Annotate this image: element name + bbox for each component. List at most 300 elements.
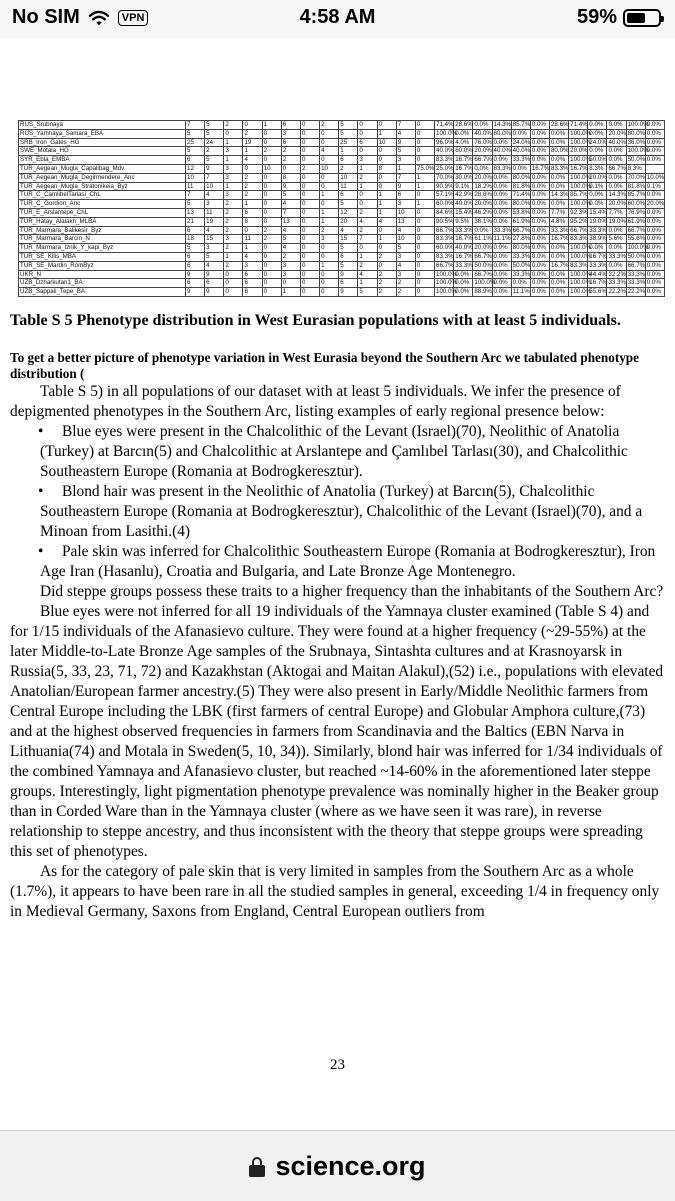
- value-cell: 0: [262, 156, 281, 165]
- value-cell: 5: [339, 129, 358, 138]
- value-cell: 7: [186, 191, 205, 200]
- value-cell: 16.7%: [550, 235, 569, 243]
- population-cell: TUR_C_Gordion_Anc: [19, 200, 186, 209]
- value-cell: 9: [186, 288, 205, 297]
- value-cell: 0.0%: [530, 270, 549, 279]
- value-cell: 27.8%: [512, 235, 531, 243]
- value-cell: 80.0%: [550, 147, 569, 155]
- value-cell: 100.0%: [474, 279, 496, 287]
- value-cell: 83.3%: [436, 253, 454, 261]
- value-cell: 4: [358, 217, 377, 226]
- value-cell: 0: [415, 156, 434, 165]
- value-cell: 0.0%: [549, 173, 568, 182]
- value-cell: 0: [262, 182, 281, 191]
- value-cell: 1: [358, 252, 377, 261]
- value-cell: 0: [320, 138, 339, 147]
- value-cell: 0: [243, 226, 262, 235]
- table-row: [19, 252, 665, 261]
- table-row: [19, 129, 665, 138]
- value-cell: 0.0%: [530, 156, 549, 165]
- value-cell: 100.0%: [570, 288, 592, 296]
- value-cell: 5: [339, 121, 358, 130]
- value-cell: 100.0%: [570, 138, 592, 146]
- value-cell: 83.3%: [570, 235, 588, 243]
- value-cell: 2: [358, 173, 377, 182]
- table-row: [19, 173, 665, 182]
- value-cell: 1: [243, 244, 262, 253]
- value-cell: 0.0%: [492, 208, 511, 217]
- value-cell: 0.0%: [530, 173, 549, 182]
- value-cell: 6: [243, 208, 262, 217]
- value-cell: 1: [320, 208, 339, 217]
- value-cell: 2: [377, 270, 396, 279]
- value-cell: 61.1%: [474, 235, 492, 243]
- value-cell: 0: [300, 261, 319, 270]
- value-cell: 0.0%: [530, 217, 549, 226]
- population-cell: TUR_Marmara_Iznik_Y_kapi_Byz: [19, 244, 186, 253]
- browser-bottom-bar: [0, 1130, 675, 1201]
- paragraph-1: Table S 5) in all populations of our dataset with at least 5 individuals. We infer the presence of depigmented phenotypes in the Southern Arc, listing examples of early regional presence below:: [10, 383, 621, 420]
- value-cell: 88.9%: [474, 288, 492, 296]
- value-cell: 38.9%: [589, 235, 607, 243]
- value-cell: 5: [339, 261, 358, 270]
- population-cell: RUS_Yamnaya_Samara_EBA: [19, 129, 186, 138]
- value-cell: 3: [281, 129, 300, 138]
- value-cell: 10: [396, 208, 415, 217]
- value-cell: 0: [300, 235, 319, 244]
- value-cell: 0: [262, 200, 281, 209]
- value-cell: 100.0%: [570, 244, 592, 252]
- value-cell: 4: [358, 270, 377, 279]
- value-cell: 0: [300, 138, 319, 147]
- value-cell: 2: [243, 191, 262, 200]
- value-cell: 0.0%: [492, 217, 511, 226]
- value-cell: 81.8%: [627, 182, 646, 190]
- value-cell: 0: [415, 191, 434, 200]
- value-cell: 30.0%: [455, 173, 473, 181]
- value-cell: 66.7%: [570, 226, 588, 234]
- value-cell: 50.0%: [512, 261, 531, 269]
- value-cell: 1: [377, 208, 396, 217]
- value-cell: 0: [300, 244, 319, 253]
- value-cell: 10: [205, 182, 224, 191]
- population-cell: SWE_Motala_HG: [19, 147, 186, 156]
- value-cell: 55.6%: [589, 288, 607, 296]
- value-cell: 66.7%: [474, 270, 492, 278]
- value-cell: 0: [320, 252, 339, 261]
- value-cell: 3: [396, 200, 415, 209]
- value-cell: 90.5%: [436, 217, 454, 225]
- value-cell: 83.3%: [493, 165, 512, 173]
- value-cell: 3: [320, 235, 339, 244]
- value-cell: 100.0%: [570, 173, 592, 181]
- value-cell: 0.0%: [549, 244, 568, 253]
- value-cell: 1: [358, 182, 377, 191]
- value-cell: 0: [415, 244, 434, 253]
- value-cell: 24.0%: [589, 138, 607, 146]
- value-cell: 0.0%: [454, 129, 473, 138]
- value-cell: 0.0%: [492, 252, 511, 261]
- value-cell: 15.4%: [589, 209, 607, 217]
- value-cell: 6: [243, 270, 262, 279]
- table-row: [19, 138, 665, 147]
- phenotype-table-body: [19, 121, 665, 297]
- value-cell: 6: [339, 279, 358, 288]
- table-row: [19, 208, 665, 217]
- value-cell: 25: [186, 138, 205, 147]
- value-cell: 20.0%: [589, 173, 607, 181]
- value-cell: 1: [224, 252, 243, 261]
- value-cell: 0: [415, 235, 434, 244]
- value-cell: 0: [320, 200, 339, 209]
- value-cell: 2: [377, 288, 396, 297]
- value-cell: 1: [262, 121, 281, 130]
- value-cell: 0: [300, 200, 319, 209]
- value-cell: 0.0%: [454, 279, 473, 288]
- value-cell: 36.0%: [627, 138, 646, 146]
- value-cell: 14.3%: [608, 191, 626, 199]
- value-cell: 1: [358, 164, 377, 173]
- value-cell: 5: [281, 191, 300, 200]
- value-cell: 33.3%: [512, 156, 531, 164]
- value-cell: 75.0%: [416, 165, 435, 173]
- value-cell: 0: [300, 279, 319, 288]
- value-cell: 5: [339, 244, 358, 253]
- value-cell: 2: [262, 235, 281, 244]
- value-cell: 16.7%: [550, 261, 569, 269]
- value-cell: 6: [186, 279, 205, 288]
- value-cell: 1: [377, 191, 396, 200]
- value-cell: 0.0%: [645, 208, 664, 217]
- value-cell: 66.7%: [627, 226, 646, 234]
- value-cell: 5.6%: [607, 235, 626, 244]
- value-cell: 5: [396, 244, 415, 253]
- value-cell: 0: [377, 147, 396, 156]
- value-cell: 0: [243, 164, 262, 173]
- value-cell: 1: [377, 129, 396, 138]
- value-cell: 0.0%: [492, 182, 511, 191]
- population-cell: TUR_C_CamlibelTarlasi_ChL: [19, 191, 186, 200]
- value-cell: 0.0%: [607, 121, 626, 130]
- value-cell: 0.0%: [588, 147, 607, 156]
- value-cell: 5: [281, 235, 300, 244]
- value-cell: 100.0%: [570, 156, 592, 164]
- value-cell: 66.7%: [512, 226, 531, 234]
- value-cell: 0.0%: [645, 279, 664, 288]
- value-cell: 20.0%: [474, 200, 492, 208]
- value-cell: 4: [281, 244, 300, 253]
- value-cell: 95.2%: [570, 217, 588, 225]
- value-cell: 6: [186, 156, 205, 165]
- value-cell: 0: [300, 226, 319, 235]
- url-text[interactable]: science.org: [275, 1151, 426, 1181]
- value-cell: 6: [186, 226, 205, 235]
- value-cell: 6: [243, 279, 262, 288]
- value-cell: 1: [415, 182, 434, 191]
- value-cell: 4: [243, 156, 262, 165]
- value-cell: 11.1%: [512, 288, 530, 296]
- value-cell: 20.0%: [474, 173, 492, 181]
- value-cell: 33.3%: [493, 226, 512, 234]
- value-cell: 20.0%: [608, 129, 626, 137]
- value-cell: 3: [224, 164, 243, 173]
- value-cell: 85.7%: [512, 121, 531, 129]
- value-cell: 16.7%: [531, 165, 550, 173]
- value-cell: 0: [224, 288, 243, 297]
- document-body: [10, 312, 668, 922]
- value-cell: 83.3%: [570, 261, 588, 269]
- value-cell: 1: [224, 182, 243, 191]
- value-cell: 0.0%: [530, 191, 549, 200]
- value-cell: 0.0%: [645, 217, 664, 226]
- value-cell: 11: [205, 208, 224, 217]
- value-cell: 0.0%: [607, 244, 626, 253]
- population-cell: UKR_N: [19, 270, 186, 279]
- value-cell: 0: [358, 147, 377, 156]
- value-cell: 0: [300, 217, 319, 226]
- value-cell: 0.0%: [530, 182, 549, 191]
- value-cell: 66.7%: [436, 261, 454, 269]
- value-cell: 2: [262, 226, 281, 235]
- value-cell: 0.0%: [588, 191, 607, 200]
- value-cell: 42.9%: [455, 191, 473, 199]
- population-cell: TUR_Aegean_Mugla_Degirmendere_Anc: [19, 173, 186, 182]
- value-cell: 2: [396, 288, 415, 297]
- value-cell: 1: [377, 235, 396, 244]
- value-cell: 9: [396, 182, 415, 191]
- value-cell: 0.0%: [473, 121, 492, 130]
- value-cell: 0: [300, 191, 319, 200]
- bullet-blond-hair: [10, 482, 668, 542]
- battery-percent: 59%: [576, 6, 617, 28]
- value-cell: 50.0%: [589, 156, 607, 164]
- value-cell: 0: [377, 261, 396, 270]
- value-cell: 6: [396, 191, 415, 200]
- value-cell: 33.3%: [455, 261, 473, 269]
- value-cell: 4: [205, 261, 224, 270]
- value-cell: 66.7%: [627, 261, 646, 269]
- value-cell: 50.0%: [627, 253, 646, 261]
- value-cell: 80.0%: [512, 244, 531, 252]
- value-cell: 14.3%: [550, 191, 569, 199]
- value-cell: 0.0%: [549, 288, 568, 297]
- value-cell: 0: [415, 121, 434, 130]
- value-cell: 1: [415, 173, 434, 182]
- value-cell: 2: [224, 121, 243, 130]
- value-cell: 0.0%: [492, 156, 511, 165]
- value-cell: 4: [205, 191, 224, 200]
- table-row: [19, 244, 665, 253]
- vpn-badge: VPN: [118, 10, 149, 26]
- value-cell: 0.0%: [492, 270, 511, 279]
- value-cell: 20.0%: [646, 200, 665, 208]
- value-cell: 0: [262, 208, 281, 217]
- value-cell: 100.0%: [570, 200, 592, 208]
- value-cell: 0.0%: [530, 252, 549, 261]
- value-cell: 92.3%: [570, 209, 588, 217]
- value-cell: 2: [243, 173, 262, 182]
- value-cell: 10: [186, 173, 205, 182]
- value-cell: 8.3%: [588, 164, 607, 173]
- value-cell: 40.0%: [493, 147, 512, 155]
- value-cell: 3: [281, 261, 300, 270]
- value-cell: 0.0%: [645, 288, 664, 297]
- value-cell: 90.9%: [436, 182, 454, 190]
- value-cell: 6: [205, 279, 224, 288]
- value-cell: 2: [224, 261, 243, 270]
- value-cell: 16.7%: [455, 253, 473, 261]
- value-cell: 13: [186, 208, 205, 217]
- battery-fill: [627, 13, 645, 23]
- value-cell: 0: [415, 261, 434, 270]
- value-cell: 10: [377, 138, 396, 147]
- battery-icon: [623, 9, 661, 27]
- value-cell: 0: [224, 279, 243, 288]
- value-cell: 0.0%: [549, 156, 568, 165]
- value-cell: 0.0%: [549, 182, 568, 191]
- value-cell: 66.7%: [474, 253, 492, 261]
- value-cell: 10: [396, 235, 415, 244]
- bullet-blue-eyes: [10, 422, 668, 482]
- value-cell: 0.0%: [511, 164, 530, 173]
- value-cell: 9.1%: [454, 182, 473, 191]
- value-cell: 66.7%: [474, 156, 492, 164]
- value-cell: 0.0%: [607, 226, 626, 235]
- value-cell: 19.0%: [589, 217, 607, 225]
- value-cell: 25: [339, 138, 358, 147]
- value-cell: 100.0%: [627, 244, 649, 252]
- value-cell: 0.0%: [645, 191, 664, 200]
- value-cell: 71.4%: [570, 121, 588, 129]
- value-cell: 1: [358, 279, 377, 288]
- table-row: [19, 235, 665, 244]
- page-number: 23: [330, 1057, 345, 1073]
- value-cell: 0: [300, 252, 319, 261]
- value-cell: 16.7%: [455, 156, 473, 164]
- value-cell: 0: [300, 288, 319, 297]
- value-cell: 0.0%: [530, 244, 549, 253]
- value-cell: 33.3%: [608, 279, 626, 287]
- value-cell: 66.7%: [436, 226, 454, 234]
- value-cell: 7.7%: [607, 208, 626, 217]
- population-cell: UZB_Dzharkutan1_BA: [19, 279, 186, 288]
- value-cell: 1: [320, 191, 339, 200]
- value-cell: 0.0%: [645, 129, 664, 138]
- value-cell: 0.0%: [511, 129, 530, 138]
- value-cell: 13: [396, 217, 415, 226]
- value-cell: 8: [281, 173, 300, 182]
- value-cell: 0: [262, 252, 281, 261]
- value-cell: 11: [186, 182, 205, 191]
- value-cell: 80.0%: [512, 200, 531, 208]
- value-cell: 2: [243, 182, 262, 191]
- value-cell: 0.0%: [473, 226, 492, 235]
- value-cell: 5: [396, 147, 415, 156]
- value-cell: 0.0%: [530, 226, 549, 235]
- value-cell: 0: [262, 244, 281, 253]
- value-cell: 13: [281, 217, 300, 226]
- value-cell: 2: [262, 147, 281, 156]
- value-cell: 0: [320, 244, 339, 253]
- value-cell: 0.0%: [530, 279, 549, 288]
- value-cell: 4.0%: [454, 138, 473, 147]
- value-cell: 2: [358, 226, 377, 235]
- value-cell: 100.0%: [436, 288, 458, 296]
- table-row: [19, 156, 665, 165]
- value-cell: 50.0%: [627, 156, 646, 164]
- address-bar[interactable]: [0, 1151, 675, 1182]
- table-row: [19, 288, 665, 297]
- value-cell: 4: [281, 200, 300, 209]
- value-cell: 0: [320, 173, 339, 182]
- value-cell: 0.0%: [645, 244, 664, 253]
- value-cell: 44.4%: [589, 270, 607, 278]
- table-row: [19, 261, 665, 270]
- value-cell: 0.0%: [530, 235, 549, 244]
- value-cell: 22.2%: [608, 288, 626, 296]
- value-cell: 1: [320, 217, 339, 226]
- value-cell: 4.8%: [549, 217, 568, 226]
- value-cell: 0: [415, 217, 434, 226]
- value-cell: 76.0%: [474, 138, 492, 146]
- value-cell: 83.3%: [550, 165, 569, 173]
- value-cell: 100.0%: [436, 129, 458, 137]
- value-cell: 10: [339, 173, 358, 182]
- value-cell: 0.0%: [492, 200, 511, 209]
- value-cell: 0: [300, 182, 319, 191]
- value-cell: 2: [358, 208, 377, 217]
- value-cell: 40.0%: [455, 200, 473, 208]
- value-cell: 20.0%: [474, 147, 492, 155]
- value-cell: 100.0%: [570, 270, 592, 278]
- value-cell: 0.0%: [645, 235, 664, 244]
- value-cell: 0: [358, 191, 377, 200]
- value-cell: 0.0%: [549, 270, 568, 279]
- value-cell: 4: [320, 147, 339, 156]
- value-cell: 33.3%: [512, 270, 531, 278]
- bullet-blond-hair-text: Blond hair was present in the Neolithic of Anatolia (Turkey) at Barcın(5), Chalcolithic Southeastern Europe (Romania at Bodrogkeresztur), Chalcolithic of the Levant (Israel)(70), and a Minoan from Lasithi.(4): [40, 483, 643, 540]
- value-cell: 0: [415, 252, 434, 261]
- value-cell: 0.0%: [492, 261, 511, 270]
- value-cell: 9: [339, 270, 358, 279]
- value-cell: 2: [224, 244, 243, 253]
- value-cell: 0: [415, 138, 434, 147]
- value-cell: 61.9%: [627, 217, 646, 225]
- value-cell: 0.0%: [530, 261, 549, 270]
- value-cell: 0.0%: [645, 270, 664, 279]
- value-cell: 100.0%: [570, 253, 592, 261]
- value-cell: 8: [377, 164, 396, 173]
- value-cell: 1: [224, 156, 243, 165]
- value-cell: 2: [205, 147, 224, 156]
- value-cell: 6: [281, 138, 300, 147]
- value-cell: 33.3%: [512, 253, 531, 261]
- value-cell: 7.7%: [549, 208, 568, 217]
- value-cell: 3: [205, 200, 224, 209]
- value-cell: 22.2%: [608, 270, 626, 278]
- table-caption: Table S 5 Phenotype distribution in West Eurasian populations with at least 5 individuals.: [10, 312, 621, 329]
- value-cell: 60.0%: [627, 200, 646, 208]
- value-cell: 2: [339, 164, 358, 173]
- value-cell: 0.0%: [549, 200, 568, 209]
- population-cell: RUS_Srubnaya: [19, 121, 186, 130]
- value-cell: 6: [186, 252, 205, 261]
- value-cell: 33.3%: [589, 226, 607, 234]
- value-cell: 7: [396, 121, 415, 130]
- value-cell: 0.0%: [645, 226, 664, 235]
- value-cell: 6: [339, 191, 358, 200]
- value-cell: 9: [186, 270, 205, 279]
